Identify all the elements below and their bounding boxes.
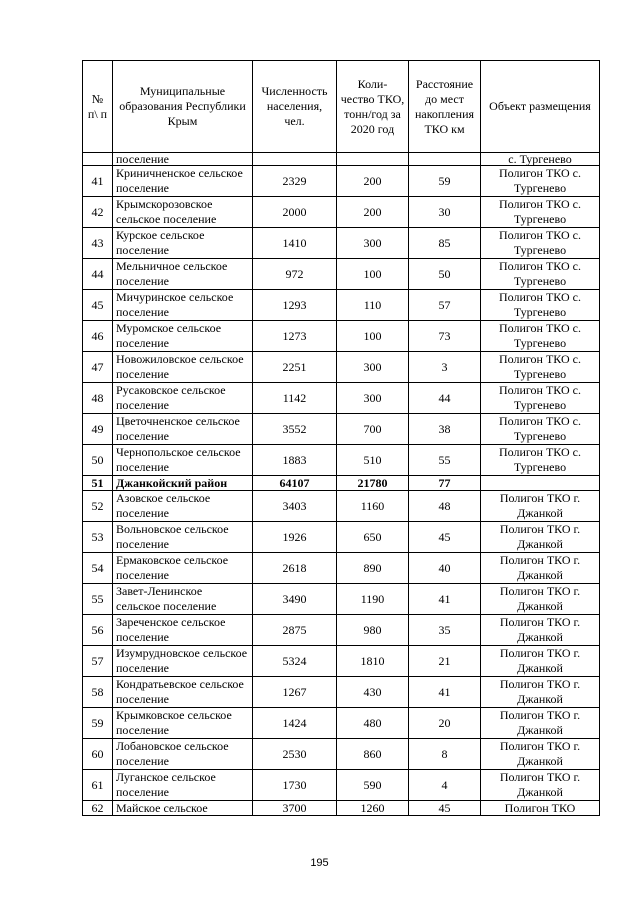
cell-distance: 41	[409, 584, 481, 615]
table-continuation-row	[83, 153, 600, 166]
table-row	[83, 228, 600, 259]
cell-distance: 85	[409, 228, 481, 259]
table-row	[83, 522, 600, 553]
cell-population: 1142	[253, 383, 337, 414]
table-row	[83, 739, 600, 770]
cell-waste-quantity: 300	[337, 228, 409, 259]
table-row	[83, 553, 600, 584]
cell-waste-quantity: 300	[337, 352, 409, 383]
cell-num: 51	[83, 476, 113, 491]
table-row	[83, 166, 600, 197]
cell-placement-object: Полигон ТКО с. Тургенево	[481, 166, 600, 197]
cell-population: 2875	[253, 615, 337, 646]
cell-placement-object: Полигон ТКО г. Джанкой	[481, 677, 600, 708]
cell-municipality: Цветочненское сельское поселение	[113, 414, 253, 445]
cell-population: 2329	[253, 166, 337, 197]
table-header-row	[83, 61, 600, 153]
cell-placement-object: Полигон ТКО г. Джанкой	[481, 615, 600, 646]
cell-population: 2251	[253, 352, 337, 383]
cell-waste-quantity: 510	[337, 445, 409, 476]
table-row	[83, 615, 600, 646]
cell-population: 64107	[253, 476, 337, 491]
cell-num: 41	[83, 166, 113, 197]
cell-num: 52	[83, 491, 113, 522]
header-placement-object: Объект размещения	[481, 61, 600, 153]
cell-num: 55	[83, 584, 113, 615]
cell-num: 46	[83, 321, 113, 352]
cell-waste-quantity: 1160	[337, 491, 409, 522]
cell-distance	[409, 153, 481, 166]
cell-num: 53	[83, 522, 113, 553]
cell-municipality: Ермаковское сельское поселение	[113, 553, 253, 584]
header-distance: Расстояние до мест накопления ТКО км	[409, 61, 481, 153]
cell-population: 3700	[253, 801, 337, 816]
cell-municipality: Луганское сельское поселение	[113, 770, 253, 801]
cell-num: 42	[83, 197, 113, 228]
cell-num: 56	[83, 615, 113, 646]
cell-placement-object: Полигон ТКО г. Джанкой	[481, 584, 600, 615]
cell-placement-object: Полигон ТКО с. Тургенево	[481, 321, 600, 352]
header-municipality: Муниципальные образования Республики Крым	[113, 61, 253, 153]
cell-distance: 20	[409, 708, 481, 739]
cell-population: 2000	[253, 197, 337, 228]
cell-num: 60	[83, 739, 113, 770]
cell-distance: 57	[409, 290, 481, 321]
cell-municipality: поселение	[113, 153, 253, 166]
cell-num: 43	[83, 228, 113, 259]
cell-distance: 35	[409, 615, 481, 646]
cell-municipality: Крымскорозовское сельское поселение	[113, 197, 253, 228]
cell-placement-object: Полигон ТКО г. Джанкой	[481, 708, 600, 739]
cell-num: 59	[83, 708, 113, 739]
cell-waste-quantity: 590	[337, 770, 409, 801]
table-row	[83, 414, 600, 445]
cell-population: 1273	[253, 321, 337, 352]
table-row	[83, 677, 600, 708]
cell-placement-object: Полигон ТКО с. Тургенево	[481, 445, 600, 476]
cell-municipality: Мельничное сельское поселение	[113, 259, 253, 290]
cell-waste-quantity: 480	[337, 708, 409, 739]
cell-placement-object: Полигон ТКО с. Тургенево	[481, 414, 600, 445]
cell-waste-quantity: 300	[337, 383, 409, 414]
header-population: Численность населения, чел.	[253, 61, 337, 153]
cell-municipality: Зареченское сельское поселение	[113, 615, 253, 646]
cell-population: 5324	[253, 646, 337, 677]
cell-distance: 73	[409, 321, 481, 352]
cell-population: 3403	[253, 491, 337, 522]
cell-num: 50	[83, 445, 113, 476]
cell-placement-object: Полигон ТКО с. Тургенево	[481, 197, 600, 228]
cell-municipality: Курское сельское поселение	[113, 228, 253, 259]
cell-population: 3552	[253, 414, 337, 445]
cell-num: 49	[83, 414, 113, 445]
table-row	[83, 445, 600, 476]
cell-waste-quantity: 21780	[337, 476, 409, 491]
cell-waste-quantity: 650	[337, 522, 409, 553]
cell-population	[253, 153, 337, 166]
cell-distance: 4	[409, 770, 481, 801]
cell-waste-quantity: 200	[337, 166, 409, 197]
cell-placement-object: Полигон ТКО с. Тургенево	[481, 290, 600, 321]
cell-num	[83, 153, 113, 166]
cell-municipality: Русаковское сельское поселение	[113, 383, 253, 414]
cell-municipality: Азовское сельское поселение	[113, 491, 253, 522]
cell-distance: 8	[409, 739, 481, 770]
cell-population: 1883	[253, 445, 337, 476]
cell-population: 3490	[253, 584, 337, 615]
cell-population: 2530	[253, 739, 337, 770]
cell-waste-quantity	[337, 153, 409, 166]
cell-num: 45	[83, 290, 113, 321]
cell-waste-quantity: 100	[337, 259, 409, 290]
table-row	[83, 770, 600, 801]
cell-population: 1424	[253, 708, 337, 739]
table-row	[83, 801, 600, 816]
cell-municipality: Чернопольское сельское поселение	[113, 445, 253, 476]
cell-placement-object: Полигон ТКО г. Джанкой	[481, 491, 600, 522]
cell-waste-quantity: 980	[337, 615, 409, 646]
cell-distance: 45	[409, 522, 481, 553]
table-row	[83, 352, 600, 383]
cell-placement-object: Полигон ТКО г. Джанкой	[481, 522, 600, 553]
cell-municipality: Завет-Ленинское сельское поселение	[113, 584, 253, 615]
cell-municipality: Лобановское сельское поселение	[113, 739, 253, 770]
settlements-table	[82, 60, 600, 816]
cell-municipality: Муромское сельское поселение	[113, 321, 253, 352]
cell-municipality: Крымковское сельское поселение	[113, 708, 253, 739]
cell-distance: 50	[409, 259, 481, 290]
cell-distance: 3	[409, 352, 481, 383]
cell-distance: 55	[409, 445, 481, 476]
cell-waste-quantity: 700	[337, 414, 409, 445]
cell-waste-quantity: 860	[337, 739, 409, 770]
cell-population: 1730	[253, 770, 337, 801]
table-row	[83, 383, 600, 414]
cell-distance: 38	[409, 414, 481, 445]
cell-municipality: Новожиловское сельское поселение	[113, 352, 253, 383]
cell-waste-quantity: 100	[337, 321, 409, 352]
header-num: № п\ п	[83, 61, 113, 153]
cell-placement-object: Полигон ТКО с. Тургенево	[481, 352, 600, 383]
header-waste-quantity: Коли- чество ТКО, тонн/год за 2020 год	[337, 61, 409, 153]
cell-distance: 40	[409, 553, 481, 584]
cell-placement-object: Полигон ТКО г. Джанкой	[481, 553, 600, 584]
table-row	[83, 646, 600, 677]
cell-distance: 45	[409, 801, 481, 816]
cell-num: 54	[83, 553, 113, 584]
cell-population: 972	[253, 259, 337, 290]
table-row	[83, 290, 600, 321]
cell-distance: 41	[409, 677, 481, 708]
cell-population: 1293	[253, 290, 337, 321]
cell-placement-object: Полигон ТКО г. Джанкой	[481, 739, 600, 770]
cell-population: 2618	[253, 553, 337, 584]
cell-placement-object: Полигон ТКО г. Джанкой	[481, 770, 600, 801]
cell-placement-object: Полигон ТКО г. Джанкой	[481, 646, 600, 677]
cell-population: 1926	[253, 522, 337, 553]
cell-municipality: Изумрудновское сельское поселение	[113, 646, 253, 677]
cell-waste-quantity: 110	[337, 290, 409, 321]
cell-placement-object	[481, 476, 600, 491]
cell-placement-object: Полигон ТКО с. Тургенево	[481, 259, 600, 290]
cell-distance: 21	[409, 646, 481, 677]
cell-num: 62	[83, 801, 113, 816]
table-row	[83, 321, 600, 352]
cell-distance: 59	[409, 166, 481, 197]
cell-num: 57	[83, 646, 113, 677]
cell-distance: 30	[409, 197, 481, 228]
table-row	[83, 197, 600, 228]
cell-num: 48	[83, 383, 113, 414]
cell-placement-object: Полигон ТКО	[481, 801, 600, 816]
cell-distance: 48	[409, 491, 481, 522]
cell-municipality: Мичуринское сельское поселение	[113, 290, 253, 321]
table-row-district	[83, 476, 600, 491]
cell-distance: 77	[409, 476, 481, 491]
table-row	[83, 708, 600, 739]
cell-waste-quantity: 1190	[337, 584, 409, 615]
cell-waste-quantity: 890	[337, 553, 409, 584]
page-number: 195	[310, 857, 329, 869]
cell-municipality: Майское сельское	[113, 801, 253, 816]
cell-placement-object: с. Тургенево	[481, 153, 600, 166]
cell-municipality: Криничненское сельское поселение	[113, 166, 253, 197]
cell-placement-object: Полигон ТКО с. Тургенево	[481, 383, 600, 414]
cell-population: 1267	[253, 677, 337, 708]
cell-municipality: Вольновское сельское поселение	[113, 522, 253, 553]
cell-distance: 44	[409, 383, 481, 414]
cell-num: 61	[83, 770, 113, 801]
cell-num: 44	[83, 259, 113, 290]
cell-waste-quantity: 1260	[337, 801, 409, 816]
table-row	[83, 584, 600, 615]
cell-population: 1410	[253, 228, 337, 259]
table-row	[83, 259, 600, 290]
cell-placement-object: Полигон ТКО с. Тургенево	[481, 228, 600, 259]
cell-waste-quantity: 200	[337, 197, 409, 228]
cell-waste-quantity: 1810	[337, 646, 409, 677]
cell-num: 58	[83, 677, 113, 708]
cell-num: 47	[83, 352, 113, 383]
cell-municipality: Кондратьевское сельское поселение	[113, 677, 253, 708]
cell-municipality: Джанкойский район	[113, 476, 253, 491]
table-row	[83, 491, 600, 522]
cell-waste-quantity: 430	[337, 677, 409, 708]
